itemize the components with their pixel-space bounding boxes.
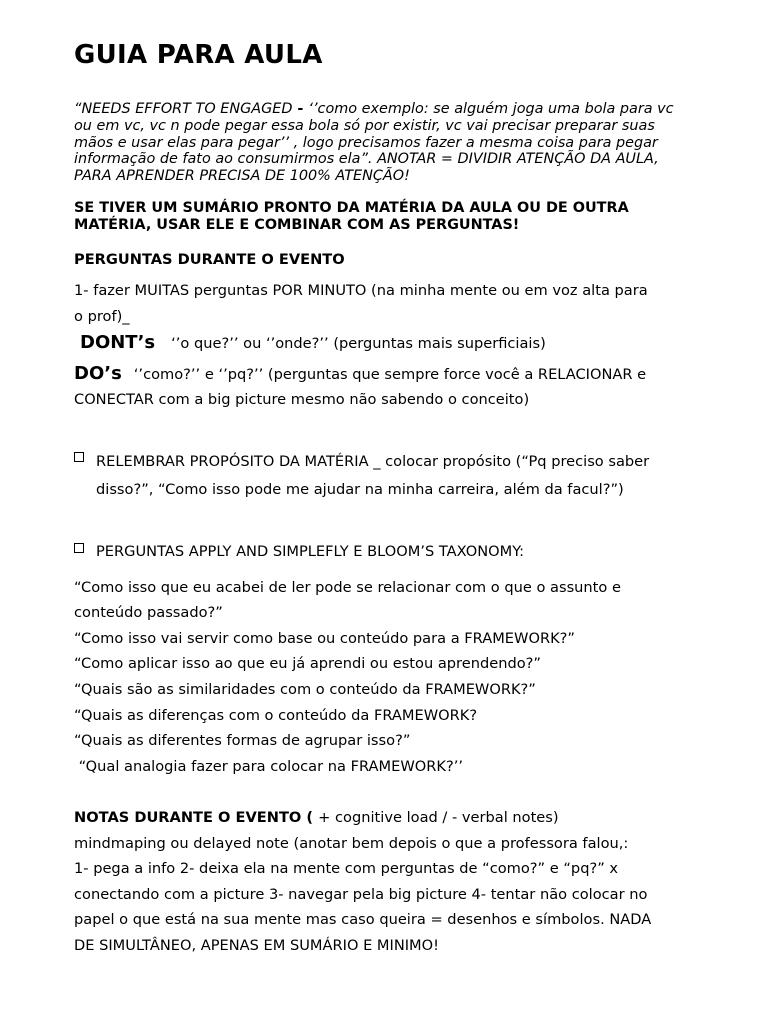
donts-label: DONT’s [80, 332, 156, 353]
quote-line: “Quais as diferenças com o conteúdo da FRAMEWORK? [74, 707, 478, 724]
notes-heading-rest: + cognitive load / - verbal notes) [318, 809, 559, 826]
intro-dash: - [292, 101, 309, 117]
notes-line: DE SIMULTÂNEO, APENAS EM SUMÁRIO E MINIMO! [74, 937, 439, 954]
donts-row [74, 330, 546, 357]
donts-text: ‘’o que?’’ ou ‘’onde?’’ (perguntas mais superficiais) [171, 335, 546, 352]
dos-text: ‘’como?’’ e ‘’pq?’’ (perguntas que sempre force você a RELACIONAR e [133, 366, 647, 383]
intro-paragraph [74, 101, 694, 185]
quote-line: “Quais as diferentes formas de agrupar isso?” [74, 732, 411, 749]
notes-line: conectando com a picture 3- navegar pela big picture 4- tentar não colocar no [74, 886, 648, 903]
quote-line: “Qual analogia fazer para colocar na FRAMEWORK?’’ [74, 758, 463, 775]
page-title: GUIA PARA AULA [74, 40, 323, 70]
dos-row [74, 361, 646, 388]
dos-line2: CONECTAR com a big picture mesmo não sabendo o conceito) [74, 391, 530, 408]
quote-line: “Quais são as similaridades com o conteúdo da FRAMEWORK?” [74, 681, 536, 698]
questions-heading: PERGUNTAS DURANTE O EVENTO [74, 251, 345, 268]
quote-line: “Como isso vai servir como base ou conteúdo para a FRAMEWORK?” [74, 630, 575, 647]
quote-line: “Como aplicar isso ao que eu já aprendi ou estou aprendendo?” [74, 655, 541, 672]
dos-label: DO’s [74, 363, 122, 384]
notes-heading [74, 805, 559, 831]
quote-line: “Como isso que eu acabei de ler pode se relacionar com o que o assunto e [74, 579, 621, 596]
checkbox-1[interactable] [74, 452, 84, 462]
check1-line1: RELEMBRAR PROPÓSITO DA MATÉRIA _ colocar propósito (“Pq preciso saber [96, 453, 650, 470]
check1-line2: disso?”, “Como isso pode me ajudar na minha carreira, além da facul?”) [96, 481, 624, 498]
notes-line: mindmaping ou delayed note (anotar bem depois o que a professora falou,: [74, 835, 629, 852]
notes-line: 1- pega a info 2- deixa ela na mente com perguntas de “como?” e “pq?” x [74, 860, 619, 877]
intro-emphasis: “NEEDS EFFORT TO ENGAGED [74, 101, 293, 117]
check2-line: PERGUNTAS APPLY AND SIMPLEFLY E BLOOM’S TAXONOMY: [96, 543, 525, 560]
checkbox-2[interactable] [74, 543, 84, 553]
q1-line2: o prof)_ [74, 308, 130, 325]
intro-text: ‘’como exemplo: se alguém joga uma bola para vc ou em vc, vc n pode pegar essa bola só por existir, vc vai precisar preparar suas mãos e usar elas para pegar’’ , logo precisamos fazer a mesma coisa para pegar informação de fato ao consumirmos ela”. ANOTAR = DIVIDIR ATENÇÃO DA AULA, PARA APRENDER PRECISA DE 100% ATENÇÃO! [74, 101, 674, 185]
summary-note: SE TIVER UM SUMÁRIO PRONTO DA MATÉRIA DA AULA OU DE OUTRA MATÉRIA, USAR ELE E COMBINAR COM AS PERGUNTAS! [74, 200, 629, 233]
quote-line: conteúdo passado?” [74, 604, 223, 621]
q1-line1: 1- fazer MUITAS perguntas POR MINUTO (na minha mente ou em voz alta para [74, 282, 648, 299]
notes-heading-bold: NOTAS DURANTE O EVENTO ( [74, 809, 319, 826]
notes-line: papel o que está na sua mente mas caso queira = desenhos e símbolos. NADA [74, 911, 652, 928]
